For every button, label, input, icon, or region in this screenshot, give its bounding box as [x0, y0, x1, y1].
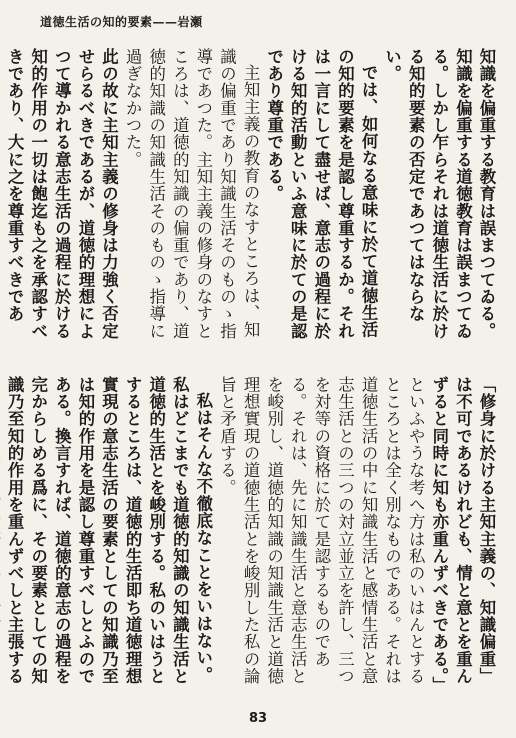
header-author: 岩瀬: [177, 15, 203, 29]
header-separator: ——: [152, 15, 178, 29]
bottom-text-column: [5, 376, 498, 694]
running-header: [40, 13, 203, 30]
page-number: 83: [248, 711, 268, 726]
top-paragraph-3: 主知主義の教育のなすところは、知識の偏重であり知識生活そのものゝ指導であつた。主知主義の修身のなすところは、道徳的知識の偏重であり、道徳的知識の知識生活そのものゝ指導に過ぎなかつた。: [123, 48, 261, 340]
bottom-paragraph-3: 私はそんな不徹底なことをいはない。私はどこまでも道徳的知識の知識生活と道徳的生活とを峻別する。私のいはうとするところは、道徳的生活即ち道徳理想實現の意志生活の要素としての知識乃至は知的作用を是認し尊重すべしとふのである。換言すれば、道徳的意志の過程を完からしめる爲に、その要素としての知識乃至知的作用を重んずべしと主張する: [5, 376, 213, 685]
top-paragraph-1: 知識を偏重する教育は誤まつてゐる。知識を偏重する道徳教育は誤まつてゐる。しかし乍らそれは道徳生活に於ける知的要素の否定であつてはならない。: [382, 48, 496, 340]
top-paragraph-2: では、如何なる意味に於て道徳生活の知的要素を是認し尊重するか。それは一言にして盡せば、意志の過程に於ける知的活動といふ意味に於ての是認であり尊重である。: [264, 48, 379, 340]
top-text-column: [5, 48, 498, 352]
bottom-paragraph-1: 「修身に於ける主知主義の、知識偏重」は不可であるけれども、情と意とを重んずると同時に知も亦重んずべきである。」: [429, 376, 496, 694]
top-paragraph-4: 此の故に主知主義の修身は力強く否定せらるべきであるが、道徳的理想によつて導かれる意志生活の過程に於ける知的作用の一切は飽迄も之を承認すべきであり、大に之を尊重すべきであ: [5, 48, 119, 340]
header-title: 道徳生活の知的要素: [40, 15, 153, 29]
bottom-paragraph-2: といふやうな考へ方は私のいはんとするところとは全く別なものである。それは道徳生活の中に知識生活と感情生活と意志生活との三つの対立並立を許し、三つを対等の資格に於て是認するものである。それは、先に知識生活と意志生活とを峻別し、道徳的知識の知識生活と道徳理想實現の道徳生活とを峻別した私の論旨と矛盾する。: [217, 376, 426, 685]
